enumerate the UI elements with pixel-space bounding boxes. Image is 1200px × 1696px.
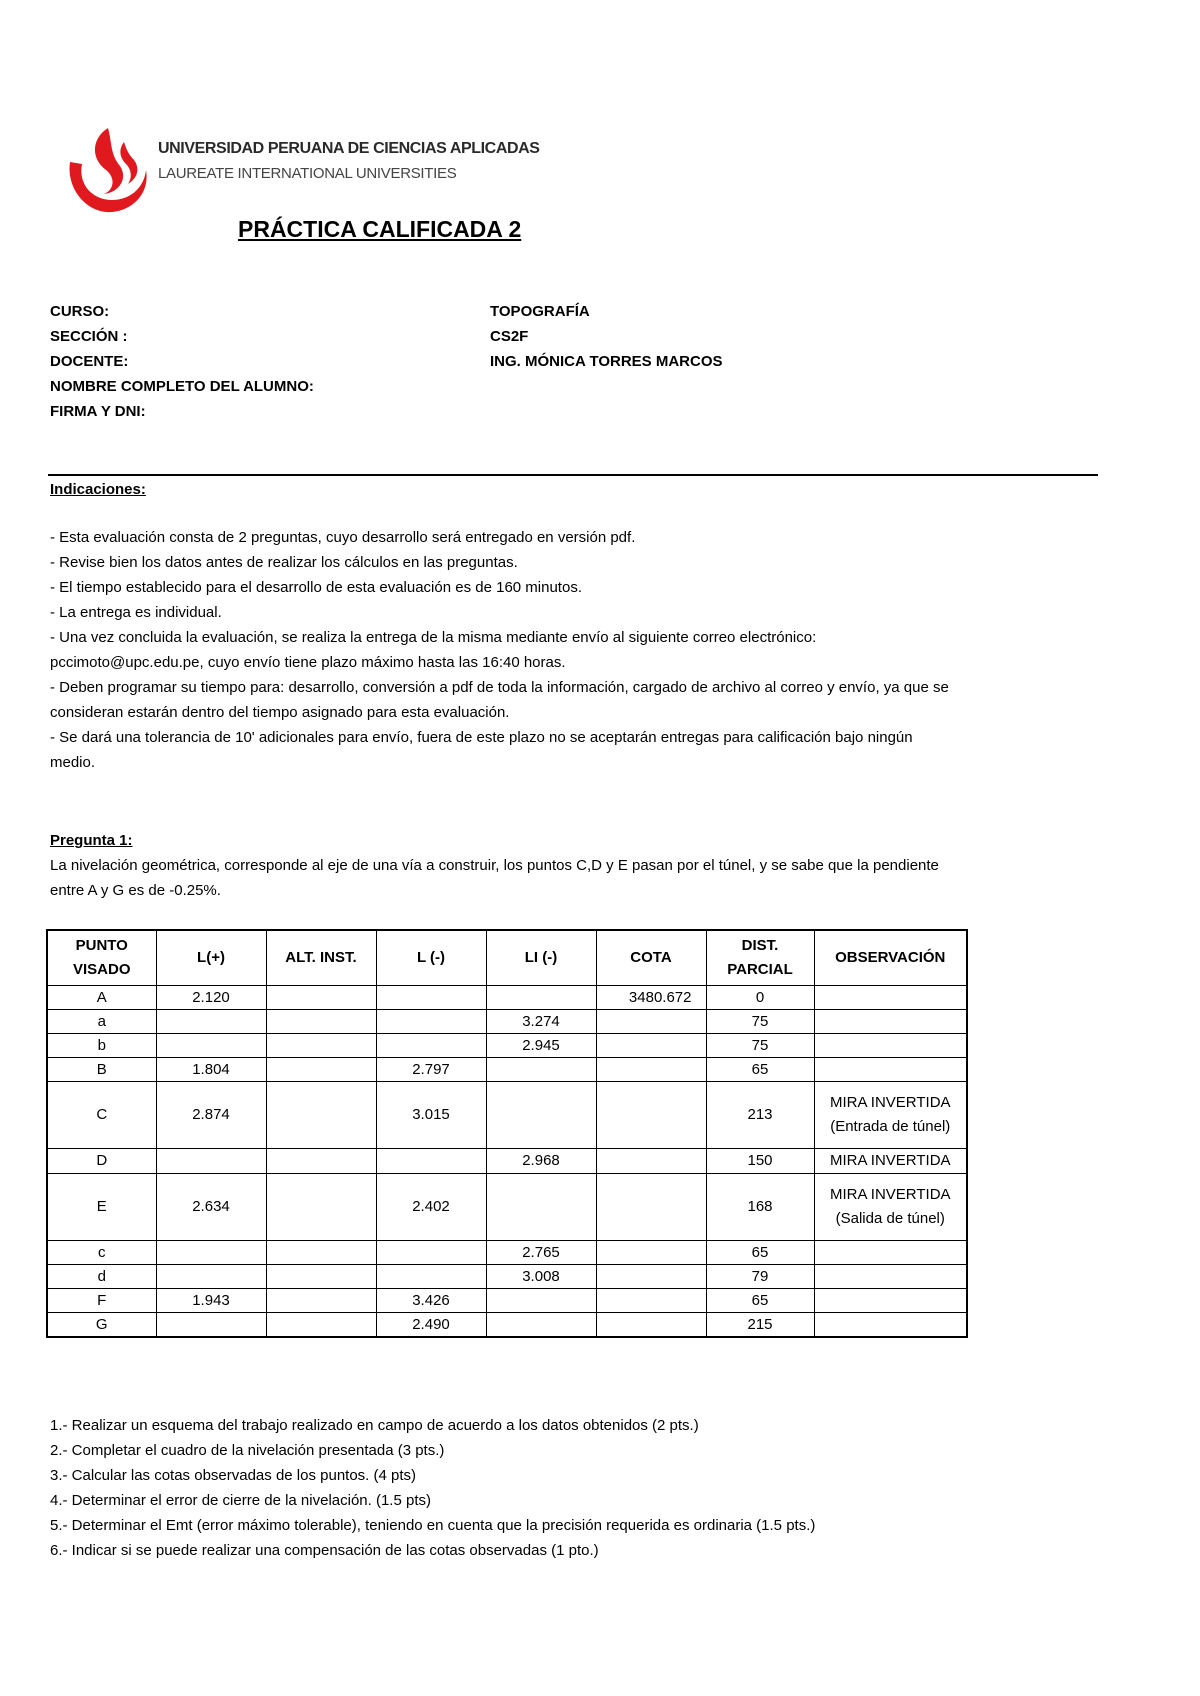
col-lplus-cell — [156, 1149, 266, 1174]
col-li-cell — [486, 1174, 596, 1241]
col-lminus-cell — [376, 1149, 486, 1174]
section-value: CS2F — [490, 328, 529, 345]
col-alt-cell — [266, 1174, 376, 1241]
col-lplus-cell: 2.634 — [156, 1174, 266, 1241]
col-punto-cell: C — [47, 1082, 156, 1149]
col-dist-cell: 0 — [706, 986, 814, 1010]
col-li-cell — [486, 1058, 596, 1082]
col-punto-cell: A — [47, 986, 156, 1010]
task-item: 1.- Realizar un esquema del trabajo realizado en campo de acuerdo a los datos obtenidos (2 pts.) — [50, 1417, 699, 1434]
col-lplus-cell — [156, 1265, 266, 1289]
col-alt-cell — [266, 1241, 376, 1265]
indication-line: - El tiempo establecido para el desarrollo de esta evaluación es de 160 minutos. — [50, 579, 582, 596]
task-item: 2.- Completar el cuadro de la nivelación presentada (3 pts.) — [50, 1442, 445, 1459]
table-row — [47, 1082, 967, 1149]
task-item: 6.- Indicar si se puede realizar una compensación de las cotas observadas (1 pto.) — [50, 1542, 599, 1559]
university-network: LAUREATE INTERNATIONAL UNIVERSITIES — [158, 165, 457, 182]
table-row — [47, 1174, 967, 1241]
col-header-lplus: L(+) — [156, 930, 266, 986]
leveling-table — [46, 929, 968, 1338]
col-punto-cell: E — [47, 1174, 156, 1241]
col-dist-cell: 75 — [706, 1034, 814, 1058]
col-punto-cell: G — [47, 1313, 156, 1338]
task-list — [50, 1413, 815, 1563]
indication-line: consideran estarán dentro del tiempo asignado para esta evaluación. — [50, 704, 510, 721]
col-lplus-cell — [156, 1010, 266, 1034]
indication-line: - Esta evaluación consta de 2 preguntas, cuyo desarrollo será entregado en versión pdf. — [50, 529, 636, 546]
page-title: PRÁCTICA CALIFICADA 2 — [238, 216, 522, 242]
table-header-row — [47, 930, 967, 986]
col-alt-cell — [266, 1265, 376, 1289]
col-obs-cell — [814, 986, 967, 1010]
col-obs-cell — [814, 1149, 967, 1174]
col-dist-cell: 168 — [706, 1174, 814, 1241]
task-item: 5.- Determinar el Emt (error máximo tolerable), teniendo en cuenta que la precisión requerida es ordinaria (1.5 pts.) — [50, 1517, 816, 1534]
table-row — [47, 1313, 967, 1338]
observation-line: (Salida de túnel) — [835, 1210, 945, 1227]
col-cota-cell: 3480.672 — [596, 986, 706, 1010]
indications-list — [50, 525, 1100, 775]
indication-line: pccimoto@upc.edu.pe, cuyo envío tiene plazo máximo hasta las 16:40 horas. — [50, 654, 566, 671]
col-lminus-cell: 2.402 — [376, 1174, 486, 1241]
table-row — [47, 986, 967, 1010]
col-lplus-cell — [156, 1241, 266, 1265]
col-header-li: LI (-) — [486, 930, 596, 986]
observation-line: MIRA INVERTIDA — [829, 1152, 951, 1169]
teacher-label: DOCENTE: — [50, 353, 129, 370]
col-punto-cell: D — [47, 1149, 156, 1174]
indication-line: - Una vez concluida la evaluación, se realiza la entrega de la misma mediante envío al siguiente correo electrónico: — [50, 629, 817, 646]
col-lplus-cell: 1.804 — [156, 1058, 266, 1082]
question1-line: La nivelación geométrica, corresponde al eje de una vía a construir, los puntos C,D y E pasan por el túnel, y se sabe que la pendiente — [50, 857, 939, 874]
table-row — [47, 1058, 967, 1082]
col-obs-cell — [814, 1010, 967, 1034]
table-body — [47, 986, 967, 1338]
university-name: UNIVERSIDAD PERUANA DE CIENCIAS APLICADAS — [158, 140, 540, 157]
course-value: TOPOGRAFÍA — [490, 303, 590, 320]
col-cota-cell — [596, 1034, 706, 1058]
col-cota-cell — [596, 1289, 706, 1313]
col-punto-cell: b — [47, 1034, 156, 1058]
col-cota-cell — [596, 1265, 706, 1289]
table-row — [47, 1241, 967, 1265]
col-li-cell: 2.765 — [486, 1241, 596, 1265]
col-lplus-cell: 1.943 — [156, 1289, 266, 1313]
col-header-lminus: L (-) — [376, 930, 486, 986]
observation-line: MIRA INVERTIDA — [829, 1094, 951, 1111]
col-alt-cell — [266, 1082, 376, 1149]
col-punto-cell: c — [47, 1241, 156, 1265]
col-cota-cell — [596, 1010, 706, 1034]
col-punto-cell: B — [47, 1058, 156, 1082]
col-alt-cell — [266, 1149, 376, 1174]
col-li-cell — [486, 1082, 596, 1149]
table-row — [47, 1265, 967, 1289]
col-alt-cell — [266, 1313, 376, 1338]
col-dist-cell: 65 — [706, 1289, 814, 1313]
task-item: 3.- Calcular las cotas observadas de los puntos. (4 pts) — [50, 1467, 417, 1484]
col-lminus-cell — [376, 1265, 486, 1289]
question1-line: entre A y G es de -0.25%. — [50, 882, 221, 899]
observation-line: MIRA INVERTIDA — [829, 1186, 951, 1203]
col-lminus-cell: 2.797 — [376, 1058, 486, 1082]
col-cota-cell — [596, 1174, 706, 1241]
col-lminus-cell — [376, 1034, 486, 1058]
indication-line: - Se dará una tolerancia de 10' adicionales para envío, fuera de este plazo no se aceptarán entregas para calificación bajo ningún — [50, 729, 913, 746]
student-name-label: NOMBRE COMPLETO DEL ALUMNO: — [50, 378, 314, 395]
col-lplus-cell — [156, 1034, 266, 1058]
col-punto-cell: a — [47, 1010, 156, 1034]
col-alt-cell — [266, 1010, 376, 1034]
indication-line: - Deben programar su tiempo para: desarrollo, conversión a pdf de toda la información, cargado de archivo al correo y envío, ya que se — [50, 679, 949, 696]
col-li-cell: 3.274 — [486, 1010, 596, 1034]
col-cota-cell — [596, 1082, 706, 1149]
col-obs-cell — [814, 1265, 967, 1289]
col-li-cell: 2.968 — [486, 1149, 596, 1174]
col-dist-cell: 65 — [706, 1058, 814, 1082]
col-li-cell: 2.945 — [486, 1034, 596, 1058]
col-header-punto: PUNTO VISADO — [47, 930, 156, 986]
question1-statement — [50, 853, 1100, 903]
col-dist-cell: 65 — [706, 1241, 814, 1265]
col-lplus-cell — [156, 1313, 266, 1338]
col-obs-cell — [814, 1174, 967, 1241]
course-label: CURSO: — [50, 303, 110, 320]
col-lminus-cell — [376, 986, 486, 1010]
col-dist-cell: 75 — [706, 1010, 814, 1034]
col-dist-cell: 79 — [706, 1265, 814, 1289]
observation-line: (Entrada de túnel) — [830, 1118, 951, 1135]
divider — [48, 474, 1098, 476]
col-header-obs: OBSERVACIÓN — [814, 930, 967, 986]
col-obs-cell — [814, 1289, 967, 1313]
table-row — [47, 1010, 967, 1034]
col-obs-cell — [814, 1313, 967, 1338]
col-lminus-cell — [376, 1010, 486, 1034]
col-header-alt: ALT. INST. — [266, 930, 376, 986]
upc-logo-icon — [62, 124, 152, 216]
col-li-cell — [486, 986, 596, 1010]
col-li-cell: 3.008 — [486, 1265, 596, 1289]
indication-line: medio. — [50, 754, 96, 771]
col-obs-cell — [814, 1241, 967, 1265]
col-punto-cell: F — [47, 1289, 156, 1313]
signature-label: FIRMA Y DNI: — [50, 403, 146, 420]
col-li-cell — [486, 1313, 596, 1338]
col-dist-cell: 213 — [706, 1082, 814, 1149]
table-row — [47, 1149, 967, 1174]
table-row — [47, 1289, 967, 1313]
col-lminus-cell: 3.426 — [376, 1289, 486, 1313]
col-alt-cell — [266, 1289, 376, 1313]
col-lplus-cell: 2.874 — [156, 1082, 266, 1149]
question1-heading: Pregunta 1: — [50, 832, 133, 849]
col-lminus-cell — [376, 1241, 486, 1265]
col-lminus-cell: 2.490 — [376, 1313, 486, 1338]
col-obs-cell — [814, 1058, 967, 1082]
col-alt-cell — [266, 1058, 376, 1082]
col-punto-cell: d — [47, 1265, 156, 1289]
col-obs-cell — [814, 1082, 967, 1149]
col-cota-cell — [596, 1058, 706, 1082]
col-obs-cell — [814, 1034, 967, 1058]
col-dist-cell: 215 — [706, 1313, 814, 1338]
col-header-dist: DIST. PARCIAL — [706, 930, 814, 986]
col-li-cell — [486, 1289, 596, 1313]
section-label: SECCIÓN : — [50, 328, 128, 345]
col-alt-cell — [266, 1034, 376, 1058]
indication-line: - Revise bien los datos antes de realizar los cálculos en las preguntas. — [50, 554, 518, 571]
col-cota-cell — [596, 1149, 706, 1174]
indication-line: - La entrega es individual. — [50, 604, 222, 621]
col-lplus-cell: 2.120 — [156, 986, 266, 1010]
col-header-cota: COTA — [596, 930, 706, 986]
teacher-value: ING. MÓNICA TORRES MARCOS — [490, 353, 723, 370]
indications-heading: Indicaciones: — [50, 481, 146, 498]
col-dist-cell: 150 — [706, 1149, 814, 1174]
col-alt-cell — [266, 986, 376, 1010]
col-lminus-cell: 3.015 — [376, 1082, 486, 1149]
task-item: 4.- Determinar el error de cierre de la nivelación. (1.5 pts) — [50, 1492, 431, 1509]
col-cota-cell — [596, 1313, 706, 1338]
table-row — [47, 1034, 967, 1058]
col-cota-cell — [596, 1241, 706, 1265]
